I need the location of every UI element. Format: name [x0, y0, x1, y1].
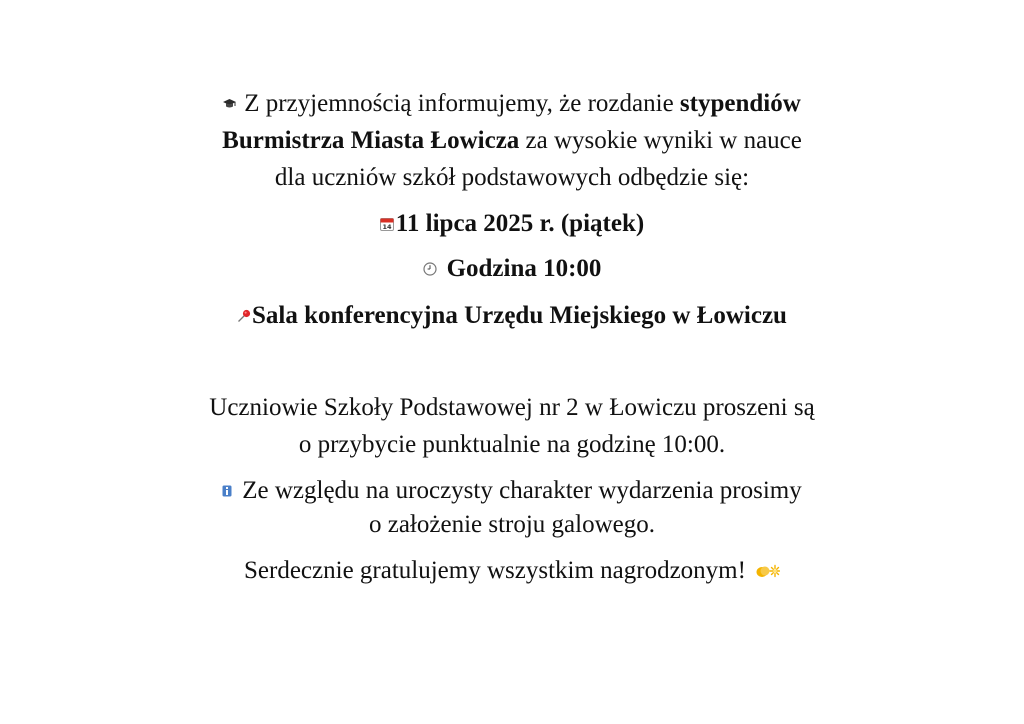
students-line-2	[0, 430, 1024, 460]
congrats-line	[0, 556, 1024, 586]
event-place: Sala konferencyjna Urzędu Miejskiego w Łowiczu	[252, 302, 787, 329]
intro-text-3: dla uczniów szkół podstawowych odbędzie się:	[274, 164, 750, 191]
students-text-1: Uczniowie Szkoły Podstawowej nr 2 w Łowiczu proszeni są	[209, 394, 815, 421]
students-text-2: o przybycie punktualnie na godzinę 10:00.	[298, 431, 726, 458]
dress-text-1: Ze względu na uroczysty charakter wydarzenia prosimy	[242, 477, 802, 504]
dress-text-2: o założenie stroju galowego.	[368, 511, 655, 538]
intro-line-1	[0, 89, 1024, 119]
place-line	[0, 301, 1024, 331]
time-line	[0, 254, 1024, 284]
clock-icon	[423, 262, 437, 276]
pushpin-icon	[237, 309, 251, 323]
intro-text-1: Z przyjemnością informujemy, że rozdanie	[244, 90, 680, 117]
intro-bold-2: Burmistrza Miasta Łowicza	[222, 127, 520, 154]
info-icon	[222, 485, 232, 497]
intro-text-2: za wysokie wyniki w nauce	[519, 127, 802, 154]
dress-line-1	[0, 476, 1024, 506]
students-line-1	[0, 393, 1024, 423]
intro-bold-1: stypendiów	[679, 90, 801, 117]
congrats-text: Serdecznie gratulujemy wszystkim nagrodzonym!	[244, 557, 746, 584]
event-time: Godzina 10:00	[446, 255, 602, 282]
intro-line-2	[0, 126, 1024, 156]
date-line	[0, 209, 1024, 239]
event-date: 11 lipca 2025 r. (piątek)	[395, 210, 645, 237]
calendar-icon	[380, 217, 394, 231]
dress-line-2	[0, 510, 1024, 540]
svg-text:14: 14	[382, 223, 392, 232]
clapping-hands-icon	[754, 563, 780, 579]
intro-line-3	[0, 163, 1024, 193]
graduation-cap-icon	[223, 98, 236, 110]
